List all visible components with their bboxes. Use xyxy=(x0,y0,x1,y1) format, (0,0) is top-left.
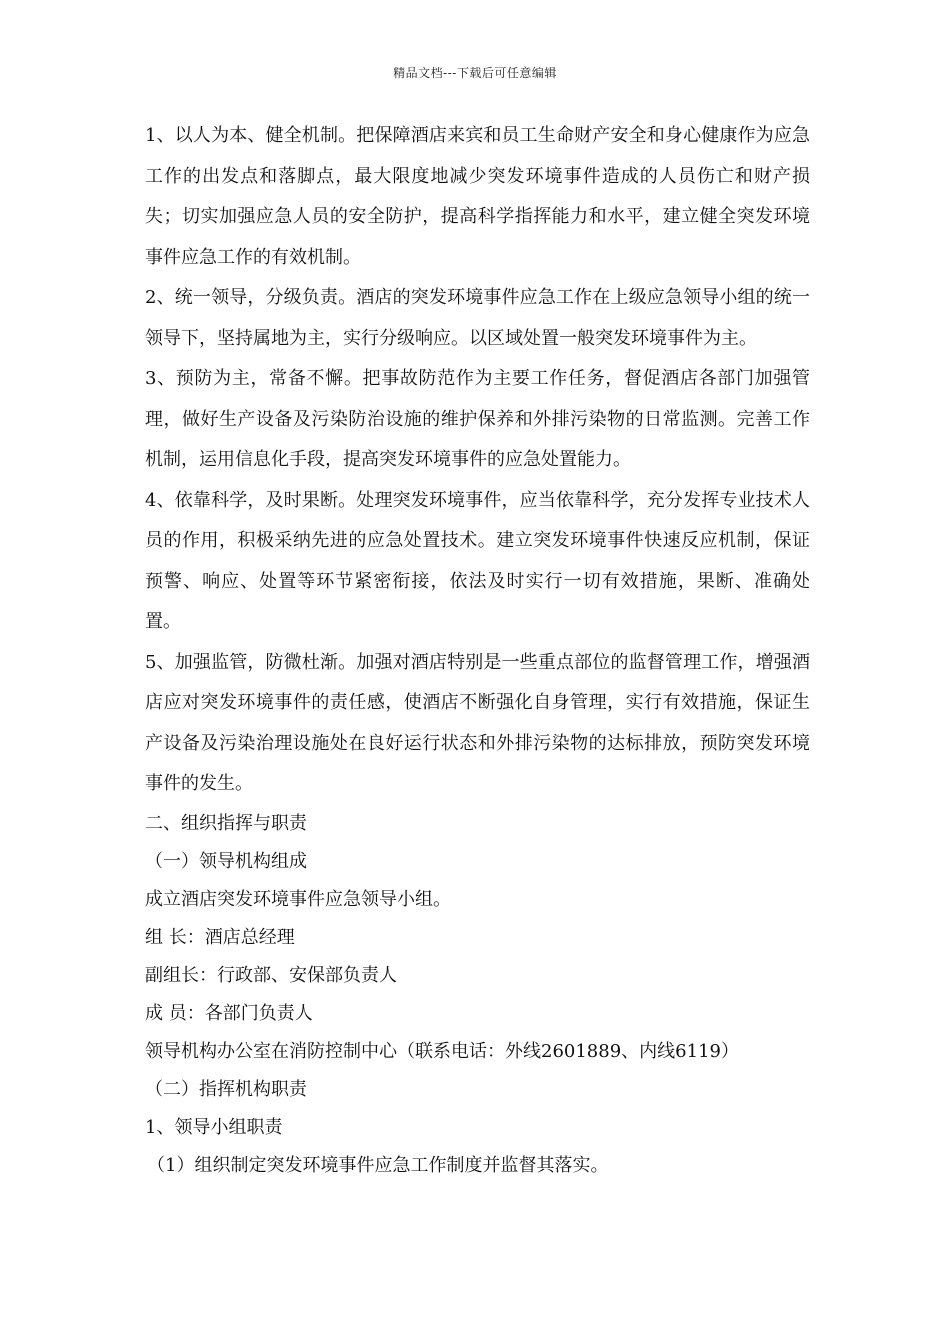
subsection-title-2: （二）指挥机构职责 xyxy=(145,1078,307,1100)
subsection-title-1: （一）领导机构组成 xyxy=(145,850,307,872)
members-line: 成 员：各部门负责人 xyxy=(145,1002,313,1024)
leader-line: 组 长：酒店总经理 xyxy=(145,926,295,948)
office-line: 领导机构办公室在消防控制中心（联系电话：外线2601889、内线6119） xyxy=(145,1040,739,1062)
item-title-1: 1、领导小组职责 xyxy=(145,1116,283,1138)
section-title: 二、组织指挥与职责 xyxy=(145,812,307,834)
principle-5: 5、加强监管，防微杜渐。加强对酒店特别是一些重点部位的监督管理工作，增强酒店应对突发环境事件的责任感，使酒店不断强化自身管理，实行有效措施，保证生产设备及污染治理设施处在良好运行状态和外排污染物的达标排放，预防突发环境事件的发生。 xyxy=(145,651,810,794)
page-header: 精品文档---下载后可任意编辑 xyxy=(393,66,557,80)
principle-2: 2、统一领导，分级负责。酒店的突发环境事件应急工作在上级应急领导小组的统一领导下，坚持属地为主，实行分级响应。以区域处置一般突发环境事件为主。 xyxy=(145,287,810,349)
item-1-subitem-1: （1）组织制定突发环境事件应急工作制度并监督其落实。 xyxy=(147,1154,609,1176)
principle-1: 1、以人为本、健全机制。把保障酒店来宾和员工生命财产安全和身心健康作为应急工作的出发点和落脚点，最大限度地减少突发环境事件造成的人员伤亡和财产损失；切实加强应急人员的安全防护，提高科学指挥能力和水平，建立健全突发环境事件应急工作的有效机制。 xyxy=(145,125,810,268)
document-body xyxy=(145,116,810,1185)
principle-3: 3、预防为主，常备不懈。把事故防范作为主要工作任务，督促酒店各部门加强管理，做好生产设备及污染防治设施的维护保养和外排污染物的日常监测。完善工作机制，运用信息化手段，提高突发环境事件的应急处置能力。 xyxy=(145,368,810,470)
deputy-line: 副组长：行政部、安保部负责人 xyxy=(145,964,397,986)
subsection-intro: 成立酒店突发环境事件应急领导小组。 xyxy=(145,888,451,910)
principle-4: 4、依靠科学，及时果断。处理突发环境事件，应当依靠科学，充分发挥专业技术人员的作用，积极采纳先进的应急处置技术。建立突发环境事件快速反应机制，保证预警、响应、处置等环节紧密衔接，依法及时实行一切有效措施，果断、准确处置。 xyxy=(145,489,810,632)
